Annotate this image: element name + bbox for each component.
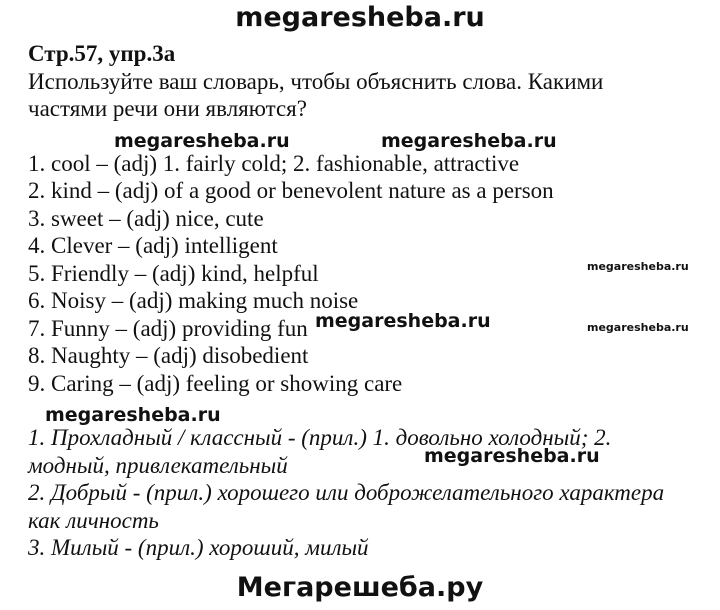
- watermark-3: megaresheba.ru: [587, 260, 689, 273]
- watermark-4: megaresheba.ru: [315, 310, 491, 332]
- instruction-line-2: частями речи они являются?: [28, 96, 307, 121]
- vocab-entry-8: 8. Naughty – (adj) disobedient: [28, 343, 309, 368]
- watermark-2: megaresheba.ru: [381, 130, 557, 152]
- footer-watermark: Мегарешеба.ру: [236, 572, 484, 603]
- watermark-6: megaresheba.ru: [45, 404, 221, 426]
- vocab-entry-7: 7. Funny – (adj) providing fun: [28, 315, 308, 341]
- watermark-7: megaresheba.ru: [424, 445, 600, 467]
- translation-line-3: 2. Добрый - (прил.) хорошего или доброжелательного характера: [28, 480, 665, 505]
- translation-line-4: как личность: [28, 507, 159, 533]
- watermark-5: megaresheba.ru: [587, 321, 689, 334]
- vocab-entry-6: 6. Noisy – (adj) making much noise: [28, 288, 359, 313]
- vocab-entry-5: 5. Friendly – (adj) kind, helpful: [28, 260, 319, 286]
- translation-line-2: модный, привлекательный: [28, 452, 288, 478]
- exercise-content: [28, 40, 708, 397]
- translation-line-1: 1. Прохладный / классный - (прил.) 1. довольно холодный; 2.: [28, 425, 612, 450]
- vocab-entry-2: 2. kind – (adj) of a good or benevolent nature as a person: [28, 178, 554, 203]
- vocab-entry-1: 1. cool – (adj) 1. fairly cold; 2. fashionable, attractive: [28, 150, 520, 176]
- vocab-entry-3: 3. sweet – (adj) nice, cute: [28, 205, 264, 231]
- exercise-title: Стр.57, упр.3а: [28, 41, 176, 66]
- translation-line-5: 3. Милый - (прил.) хороший, милый: [28, 535, 369, 560]
- vocab-entry-4: 4. Clever – (adj) intelligent: [28, 233, 278, 258]
- header-watermark: megaresheba.ru: [235, 2, 485, 33]
- translations: [28, 424, 708, 562]
- instruction-line-1: Используйте ваш словарь, чтобы объяснить слова. Какими: [28, 68, 604, 94]
- watermark-1: megaresheba.ru: [114, 130, 290, 152]
- vocab-entry-9: 9. Caring – (adj) feeling or showing care: [28, 370, 403, 396]
